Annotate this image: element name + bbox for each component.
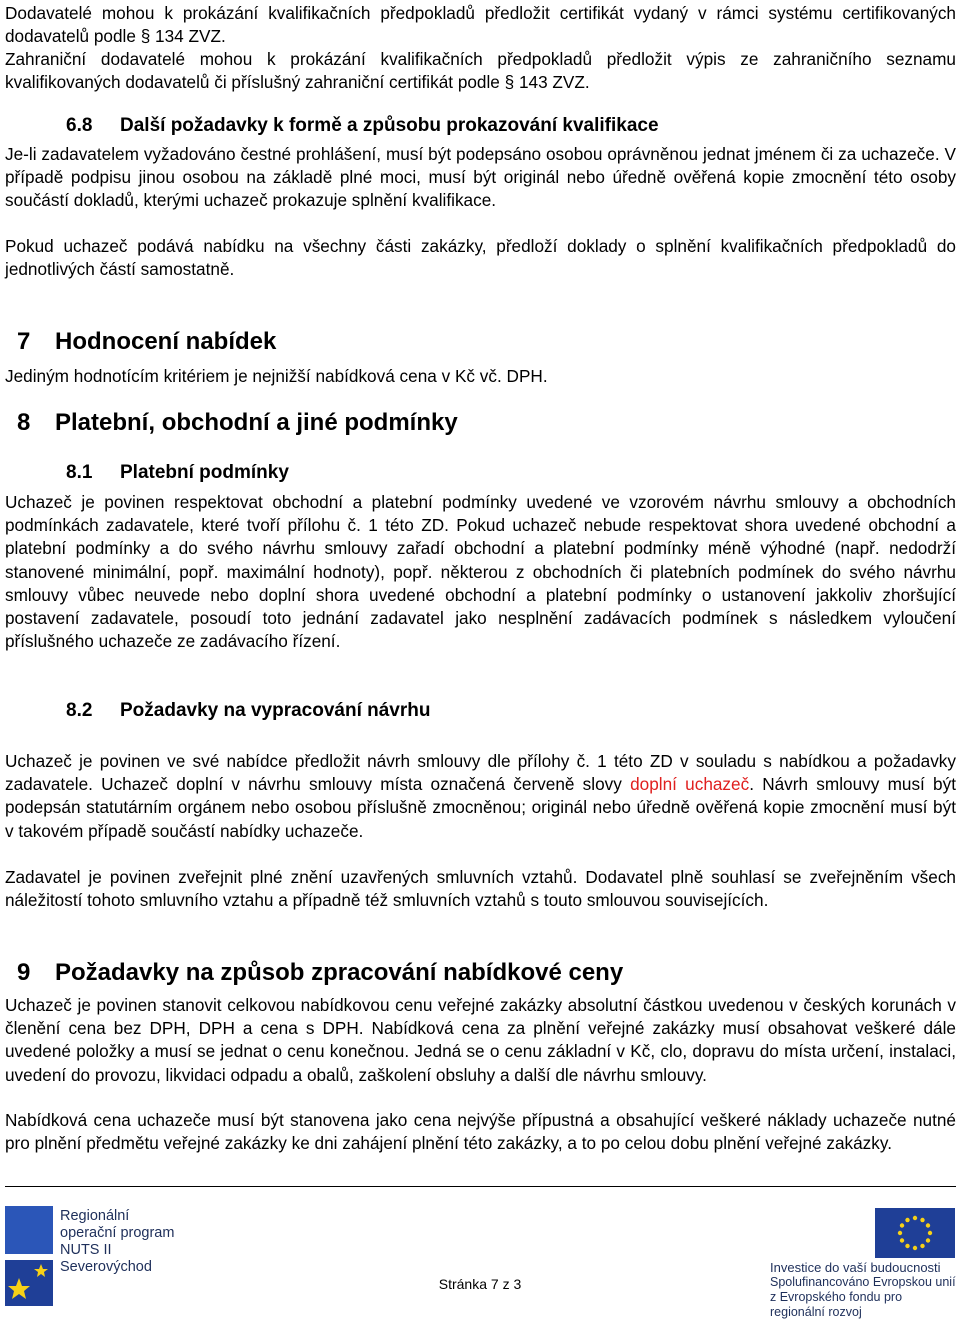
footer-divider [5,1186,956,1187]
section-9-heading [17,959,623,987]
section-number: 9 [17,959,31,986]
section-9-paragraph-2: Nabídková cena uchazeče musí být stanovena jako cena nejvýše přípustná a obsahující veškeré náklady uchazeče nutné pro plnění předmětu veřejné zakázky ke dni zahájení plnění této zakázky, a to po celou dobu plnění veřejné zakázky. [5,1110,956,1154]
rop-text: Regionální operační program NUTS II Severovýchod [60,1208,175,1275]
section-number: 8.2 [66,700,93,721]
eu-star [926,1238,930,1242]
section-number: 7 [17,328,31,355]
eu-star [913,1246,917,1250]
eu-star [913,1216,917,1220]
paragraph-foreign-suppliers: Zahraniční dodavatelé mohou k prokázání kvalifikačních předpokladů předložit výpis ze zahraničního seznamu kvalifikovaných dodavatelů či příslušný zahraniční certifikát podle § 143 ZVZ. [5,49,956,93]
section-9-paragraph-1: Uchazeč je povinen stanovit celkovou nabídkovou cenu veřejné zakázky absolutní částkou uvedenou v českých korunách v členění cena bez DPH, DPH a cena s DPH. Nabídková cena za plnění veřejné zakázky musí obsahovat veškeré dále uvedené položky a musí se jednat o cenu konečnou. Jedná se o cenu základní v Kč, clo, dopravu do místa určení, instalaci, uvedení do provozu, likvidaci odpadu a obalů, zaškolení obsluhy a další dle návrhu smlouvy. [5,995,956,1085]
eu-star [928,1231,932,1235]
eu-flag-icon [875,1208,955,1258]
eu-star [926,1223,930,1227]
section-number: 8.1 [66,462,93,483]
eu-star [900,1223,904,1227]
eu-star [920,1244,924,1248]
section-7-heading [17,328,276,356]
section-8-2-paragraph-1: Uchazeč je povinen ve své nabídce předložit návrh smlouvy dle přílohy č. 1 této ZD v souladu s nabídkou a požadavky zadavatele. Uchazeč doplní v návrhu smlouvy místa označená červeně slovy doplní uchazeč. Návrh smlouvy musí být podepsán statutárním orgánem nebo osobou příslušně zmocněnou; originál nebo úředně ověřená kopie zmocnění musí být v takovém případě součástí nabídky uchazeče. [5,751,956,841]
section-number: 6.8 [66,115,93,136]
section-6-8-heading [66,114,659,138]
eu-logo [760,1206,960,1319]
section-number: 8 [17,409,31,436]
section-8-1-paragraph: Uchazeč je povinen respektovat obchodní a platební podmínky uvedené ve vzorovém návrhu smlouvy a obchodních podmínkách zadavatele, které tvoří přílohu č. 1 této ZD. Pokud uchazeč nebude respektovat shora uvedené obchodní a platební podmínky a do svého návrhu smlouvy zařadí obchodní a platební podmínky méně výhodné (např. nedodrží stanovené minimální, popř. maximální hodnoty), popř. některou z obchodních či platebních podmínek do svého návrhu smlouvy vůbec neuvede nebo doplní shora uvedené obchodní a platební podmínky o ustanovení jakkoliv zhoršující postavení zadavatele, posoudí toto jednání zadavatel jako nesplnění zadávacích podmínek s následkem vyloučení příslušného uchazeče ze zadávacího řízení. [5,492,956,652]
section-6-8-paragraph-1: Je-li zadavatelem vyžadováno čestné prohlášení, musí být podepsáno osobou oprávněnou jednat jménem či za uchazeče. V případě podpisu jinou osobou na základě plné moci, musí být originál nebo úředně ověřená kopie zmocnění této osoby součástí dokladů, kterými uchazeč prokazuje splnění kvalifikace. [5,144,956,211]
paragraph-certified-suppliers: Dodavatelé mohou k prokázání kvalifikačních předpokladů předložit certifikát vydaný v rámci systému certifikovaných dodavatelů podle § 134 ZVZ. [5,3,956,47]
section-7-paragraph: Jediným hodnotícím kritériem je nejnižší nabídková cena v Kč vč. DPH. [5,366,548,386]
section-title: Platební, obchodní a jiné podmínky [55,409,458,436]
section-title: Požadavky na vypracování návrhu [120,700,431,721]
eu-star [905,1244,909,1248]
rop-emblem-icon [5,1206,55,1310]
section-title: Požadavky na způsob zpracování nabídkové ceny [55,959,624,986]
rop-logo [5,1206,205,1310]
eu-star [905,1218,909,1222]
section-8-heading [17,409,458,437]
section-title: Další požadavky k formě a způsobu prokazování kvalifikace [120,115,659,136]
eu-star [920,1218,924,1222]
section-8-2-heading [66,699,430,723]
section-8-1-heading [66,461,289,485]
page-number: Stránka 7 z 3 [438,1276,522,1292]
section-title: Hodnocení nabídek [55,328,277,355]
eu-star [898,1231,902,1235]
section-6-8-paragraph-2: Pokud uchazeč podává nabídku na všechny části zakázky, předloží doklady o splnění kvalifikačních předpokladů do jednotlivých částí samostatně. [5,236,956,280]
section-title: Platební podmínky [120,462,289,483]
eu-text: Investice do vaší budoucnosti Spolufinancováno Evropskou unií z Evropského fondu pro regionální rozvoj [770,1260,956,1319]
section-8-2-paragraph-2: Zadavatel je povinen zveřejnit plné znění uzavřených smluvních vztahů. Dodavatel plně souhlasí se zveřejněním všech náležitostí tohoto smluvního vztahu a případně též smluvních vztahů s touto smlouvou souvisejících. [5,867,956,911]
red-placeholder-text: doplní uchazeč [630,774,750,795]
eu-star [900,1238,904,1242]
